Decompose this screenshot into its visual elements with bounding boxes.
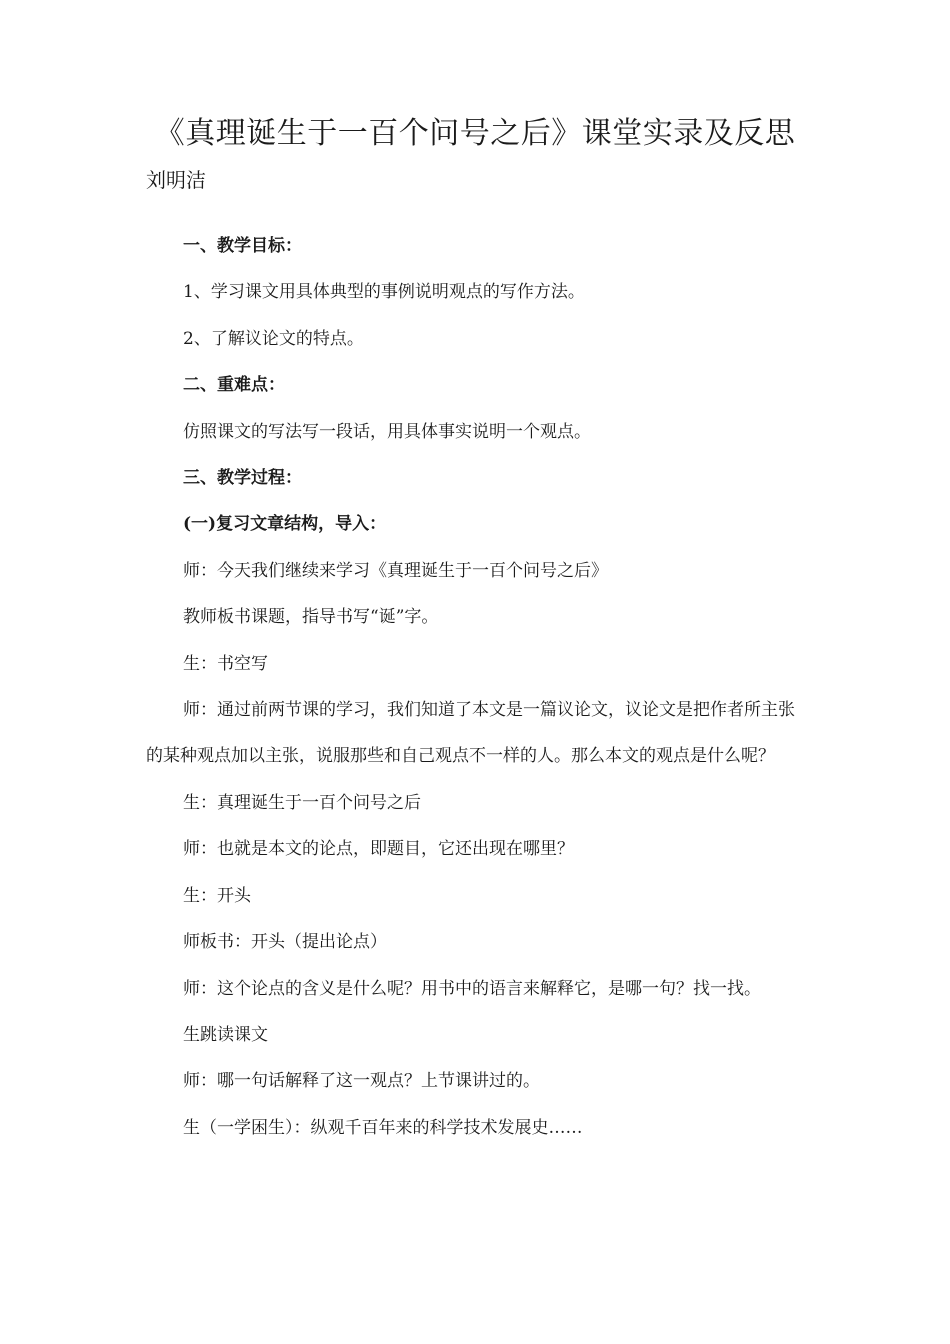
paragraph: 师：这个论点的含义是什么呢？用书中的语言来解释它，是哪一句？找一找。 [183,978,761,999]
paragraph: 师：通过前两节课的学习，我们知道了本文是一篇议论文，议论文是把作者所主张的某种观点加以主张，说服那些和自己观点不一样的人。那么本文的观点是什么呢？ [146,700,795,767]
section-heading: 二、重难点： [183,375,285,396]
paragraph: 师板书：开头（提出论点） [183,932,387,953]
paragraph: 生（一学困生）：纵观千百年来的科学技术发展史…… [183,1117,583,1138]
document-body [146,223,806,1151]
paragraph: 教师板书课题，指导书写“诞”字。 [183,607,439,628]
paragraph: 师：哪一句话解释了这一观点？上节课讲过的。 [183,1071,540,1092]
paragraph: 生：开头 [183,885,251,906]
paragraph: 师：今天我们继续来学习《真理诞生于一百个问号之后》 [183,560,608,581]
paragraph: 生跳读课文 [183,1024,268,1045]
paragraph: 师：也就是本文的论点，即题目，它还出现在哪里？ [183,839,574,860]
document-title: 《真理诞生于一百个问号之后》课堂实录及反思 [154,116,796,151]
paragraph: 生：真理诞生于一百个问号之后 [183,792,421,813]
section-heading: 一、教学目标： [183,236,302,256]
paragraph: 2、了解议论文的特点。 [183,328,364,349]
section-heading: (一)复习文章结构，导入： [183,514,387,535]
section-heading: 三、教学过程： [183,468,302,489]
paragraph: 仿照课文的写法写一段话，用具体事实说明一个观点。 [183,421,591,442]
paragraph: 生：书空写 [183,653,268,674]
document-author: 刘明洁 [146,168,206,192]
paragraph: 1、学习课文用具体典型的事例说明观点的写作方法。 [183,282,585,303]
